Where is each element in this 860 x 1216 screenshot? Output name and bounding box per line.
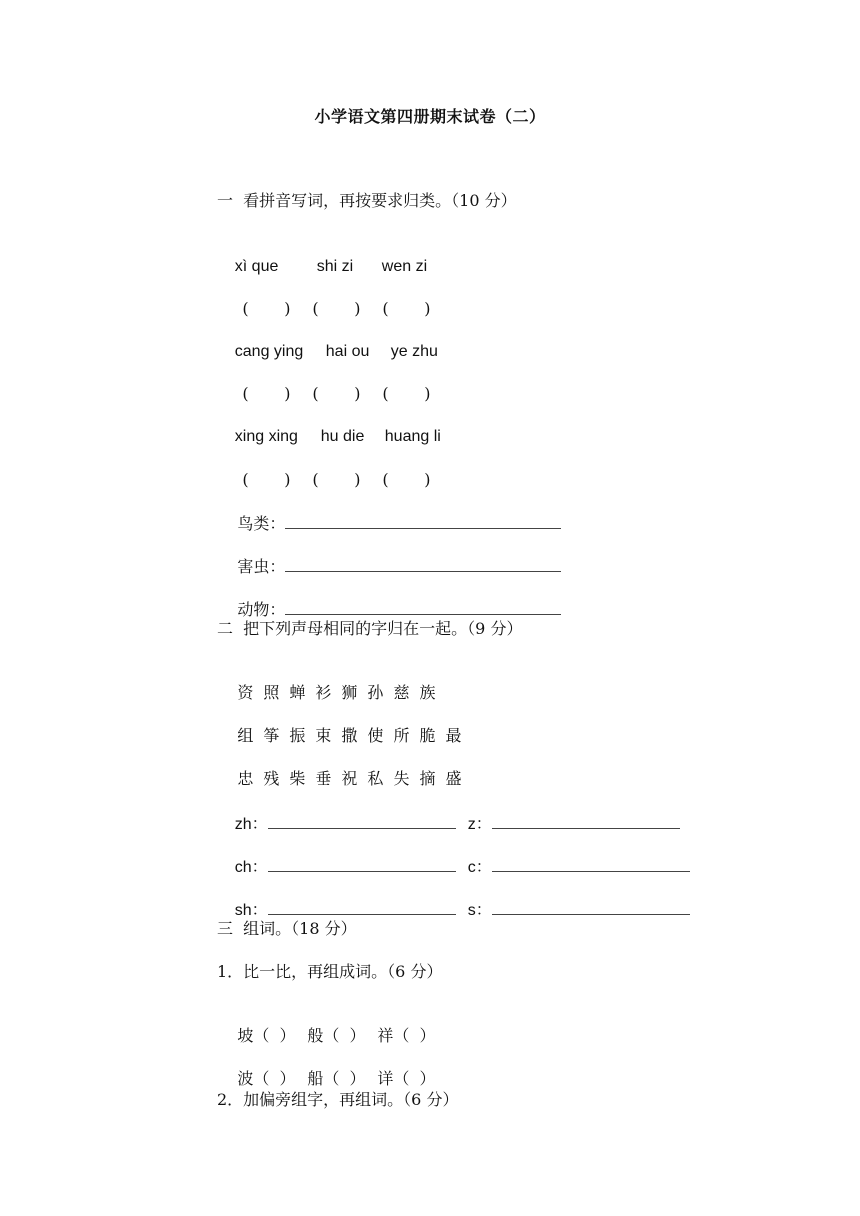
- char-item: 束: [315, 726, 332, 745]
- compare-item: 船（ ）: [307, 1069, 366, 1088]
- compare-item: 祥（ ）: [377, 1026, 436, 1045]
- answer-blank[interactable]: [285, 555, 561, 572]
- page-title: 小学语文第四册期末试卷（二）: [314, 107, 546, 126]
- pinyin-item: wen zi: [381, 258, 428, 275]
- answer-paren: ( ): [242, 470, 291, 489]
- char-item: 祝: [341, 769, 358, 788]
- answer-paren: ( ): [312, 470, 361, 489]
- pinyin-item: hu die: [320, 428, 365, 445]
- compare-item: 详（ ）: [377, 1069, 436, 1088]
- char-item: 撒: [341, 726, 358, 745]
- category-label: 动物：: [237, 600, 286, 619]
- char-item: 照: [263, 683, 280, 702]
- char-item: 最: [445, 726, 462, 745]
- char-item: 筝: [263, 726, 280, 745]
- compare-item: 坡（ ）: [237, 1026, 296, 1045]
- pinyin-item: hai ou: [325, 343, 370, 360]
- answer-paren: ( ): [382, 384, 431, 403]
- char-item: 柴: [289, 769, 306, 788]
- initial-label: sh：: [234, 902, 268, 919]
- char-item: 失: [393, 769, 410, 788]
- answer-blank[interactable]: [268, 855, 456, 872]
- section-2-heading: 二 把下列声母相同的字归在一起。（9 分）: [217, 619, 523, 638]
- char-item: 残: [263, 769, 280, 788]
- pinyin-item: xing xing: [234, 428, 298, 445]
- subsection-2-heading: 2．加偏旁组字，再组词。（6 分）: [217, 1090, 459, 1109]
- answer-paren: ( ): [312, 299, 361, 318]
- char-item: 使: [367, 726, 384, 745]
- char-item: 族: [419, 683, 436, 702]
- char-item: 组: [237, 726, 254, 745]
- answer-paren: ( ): [382, 470, 431, 489]
- pinyin-item: xì que: [234, 258, 279, 275]
- char-item: 资: [237, 683, 254, 702]
- category-label: 鸟类：: [237, 514, 286, 533]
- compare-item: 般（ ）: [307, 1026, 366, 1045]
- answer-blank[interactable]: [268, 812, 456, 829]
- answer-blank[interactable]: [285, 598, 561, 615]
- initial-label: c：: [467, 859, 492, 876]
- char-item: 脆: [419, 726, 436, 745]
- answer-blank[interactable]: [492, 855, 690, 872]
- char-item: 慈: [393, 683, 410, 702]
- char-item: 盛: [445, 769, 462, 788]
- pinyin-item: cang ying: [234, 343, 304, 360]
- char-item: 振: [289, 726, 306, 745]
- answer-paren: ( ): [312, 384, 361, 403]
- char-item: 孙: [367, 683, 384, 702]
- compare-item: 波（ ）: [237, 1069, 296, 1088]
- pinyin-item: ye zhu: [390, 343, 438, 360]
- initial-label: z：: [467, 816, 492, 833]
- answer-blank[interactable]: [492, 898, 690, 915]
- char-item: 摘: [419, 769, 436, 788]
- initial-label: ch：: [234, 859, 268, 876]
- answer-blank[interactable]: [285, 512, 561, 529]
- initial-label: zh：: [234, 816, 268, 833]
- subsection-1-heading: 1．比一比，再组成词。（6 分）: [217, 962, 443, 981]
- char-item: 衫: [315, 683, 332, 702]
- char-item: 忠: [237, 769, 254, 788]
- char-item: 私: [367, 769, 384, 788]
- answer-blank[interactable]: [492, 812, 680, 829]
- category-label: 害虫：: [237, 557, 286, 576]
- answer-paren: ( ): [242, 299, 291, 318]
- char-item: 蝉: [289, 683, 306, 702]
- char-item: 垂: [315, 769, 332, 788]
- answer-paren: ( ): [242, 384, 291, 403]
- answer-blank[interactable]: [268, 898, 456, 915]
- section-3-heading: 三 组词。（18 分）: [217, 919, 357, 938]
- answer-paren: ( ): [382, 299, 431, 318]
- initial-label: s：: [467, 902, 492, 919]
- char-item: 狮: [341, 683, 358, 702]
- pinyin-item: shi zi: [316, 258, 354, 275]
- pinyin-item: huang li: [384, 428, 441, 445]
- char-item: 所: [393, 726, 410, 745]
- section-1-heading: 一 看拼音写词，再按要求归类。（10 分）: [217, 191, 517, 210]
